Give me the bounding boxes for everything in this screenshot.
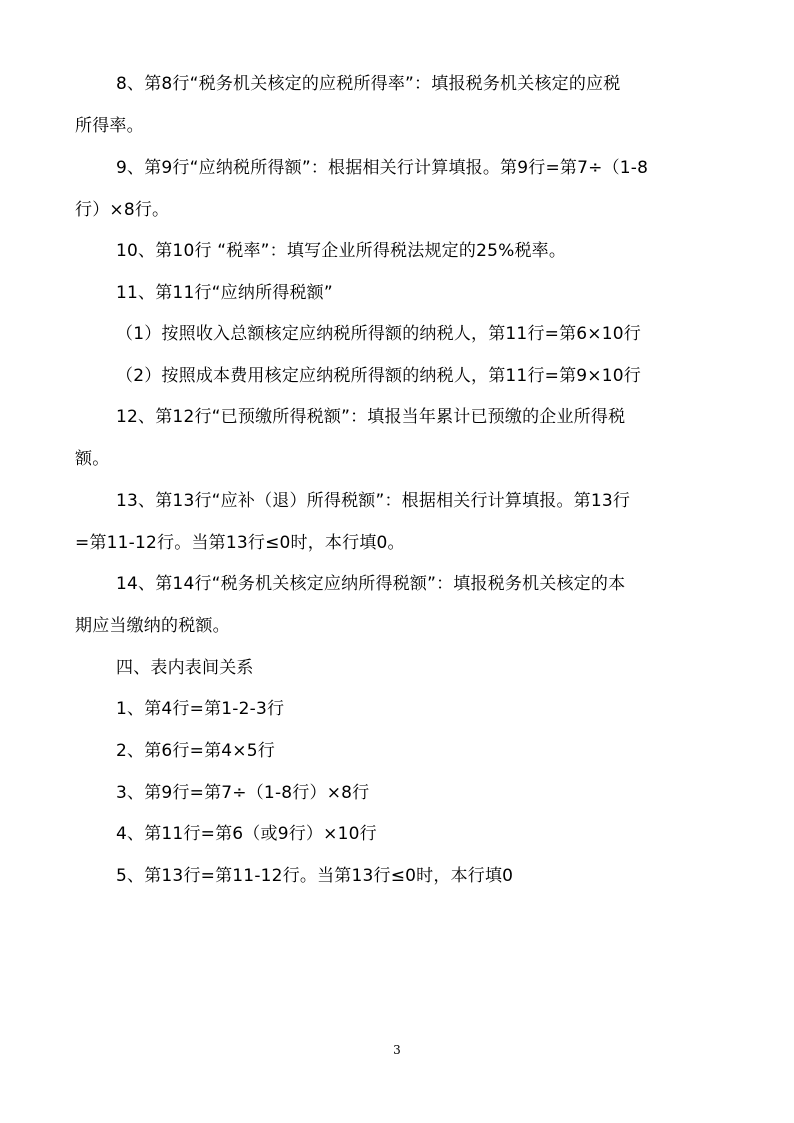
list-item: 4、第11行=第6（或9行）×10行: [116, 824, 377, 844]
paragraph-line: 11、第11行“应纳所得税额”: [116, 283, 333, 303]
paragraph-line: =第11-12行。当第13行≤0时，本行填0。: [75, 533, 405, 553]
paragraph-line: 8、第8行“税务机关核定的应税所得率”：填报税务机关核定的应税: [116, 74, 621, 94]
paragraph-line: 10、第10行 “税率”：填写企业所得税法规定的25%税率。: [116, 241, 567, 261]
paragraph-line: 9、第9行“应纳税所得额”：根据相关行计算填报。第9行=第7÷（1-8: [116, 158, 649, 178]
paragraph-line: （1）按照收入总额核定应纳税所得额的纳税人，第11行=第6×10行: [116, 324, 641, 344]
paragraph-line: 期应当缴纳的税额。: [75, 616, 230, 636]
paragraph-line: 额。: [75, 449, 110, 469]
list-item: 5、第13行=第11-12行。当第13行≤0时，本行填0: [116, 866, 514, 886]
paragraph-line: 行）×8行。: [75, 200, 170, 220]
section-heading: 四、表内表间关系: [116, 658, 254, 678]
page-number: 3: [393, 1043, 401, 1057]
list-item: 1、第4行=第1-2-3行: [116, 699, 285, 719]
list-item: 3、第9行=第7÷（1-8行）×8行: [116, 783, 370, 803]
paragraph-line: 13、第13行“应补（退）所得税额”：根据相关行计算填报。第13行: [116, 491, 631, 511]
paragraph-line: 14、第14行“税务机关核定应纳所得税额”：填报税务机关核定的本: [116, 574, 626, 594]
list-item: 2、第6行=第4×5行: [116, 741, 275, 761]
paragraph-line: 所得率。: [75, 116, 144, 136]
paragraph-line: 12、第12行“已预缴所得税额”：填报当年累计已预缴的企业所得税: [116, 407, 626, 427]
paragraph-line: （2）按照成本费用核定应纳税所得额的纳税人，第11行=第9×10行: [116, 366, 641, 386]
